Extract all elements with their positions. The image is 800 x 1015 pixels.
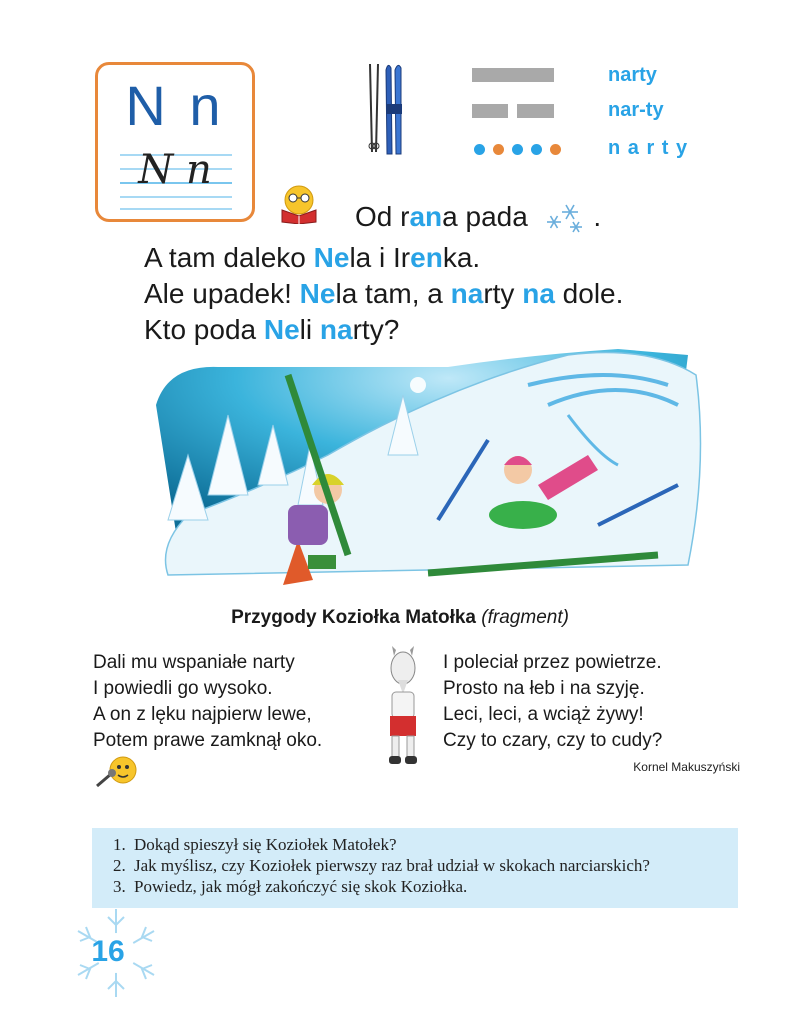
reading-highlight: Ne [299,278,336,309]
poem-author: Kornel Makuszyński [633,760,740,774]
poem-left-stanza [93,650,322,754]
question-item: 2. Jak myślisz, czy Koziołek pierwszy raz brał udział w skokach narciarskich? [130,855,728,876]
word-bar [472,68,554,82]
scheme-syllables: nar-ty [608,99,664,121]
poem-line: Prosto na łeb i na szyję. [443,678,645,699]
reading-segment: rty [483,278,523,309]
dot [474,144,485,155]
poem-title [0,607,800,629]
dot [493,144,504,155]
reading-highlight: na [450,278,484,309]
poem-right-stanza [443,650,662,754]
reading-smiley-icon [276,184,322,224]
poem-line: I poleciał przez powietrze. [443,652,662,673]
reading-highlight: en [410,242,443,273]
question-item: 3. Powiedz, jak mógł zakończyć się skok Koziołka. [130,876,728,897]
reading-highlight: Ne [313,242,350,273]
letter-card [95,62,255,222]
reading-line [144,280,623,308]
reading-segment: a pada [442,201,528,232]
scheme-letters: n a r t y [608,137,689,159]
reading-segment: Kto poda [144,314,264,345]
reading-line [355,202,601,234]
reading-segment: dole. [554,278,624,309]
skis-icon [360,60,412,158]
poem-line: A on z lęku najpierw lewe, [93,704,312,725]
reading-highlight: an [409,201,443,232]
dot [550,144,561,155]
dot [512,144,523,155]
reading-segment: ka. [442,242,481,273]
reading-line [144,316,399,344]
snowflakes-icon [544,202,586,234]
reading-highlight: na [522,278,555,309]
letter-dots [474,142,569,160]
letter-script: N n [138,147,212,193]
reading-segment: li [299,314,320,345]
poem-line: Dali mu wspaniałe narty [93,652,295,673]
questions-list [106,834,728,897]
reading-line [144,244,480,272]
poem-line: Czy to czary, czy to cudy? [443,730,663,751]
reading-segment: rty? [352,314,400,345]
poem-subtitle: (fragment) [481,607,569,628]
poem-title-text: Przygody Koziołka Matołka [231,607,477,628]
microphone-smiley-icon [93,752,141,790]
reading-segment: la i Ir [349,242,411,273]
winter-ski-illustration [148,345,708,585]
poem-line: Potem prawe zamknął oko. [93,730,323,751]
letter-print: N n [125,74,225,137]
reading-highlight: na [319,314,353,345]
syllable-bar-2 [517,104,554,118]
dot [531,144,542,155]
reading-segment: Ale upadek! [144,278,300,309]
reading-segment: A tam daleko [144,242,314,273]
poem-line: Leci, leci, a wciąż żywy! [443,704,644,725]
reading-segment: . [585,201,602,232]
reading-segment: la tam, a [335,278,451,309]
questions-box [92,828,738,908]
page-number: 16 [91,935,125,968]
scheme-word: narty [608,64,657,86]
syllable-bar-1 [472,104,508,118]
koziolek-matolek-figure [378,646,428,766]
reading-highlight: Ne [263,314,300,345]
poem-line: I powiedli go wysoko. [93,678,273,699]
reading-segment: Od r [355,201,410,232]
question-item: 1. Dokąd spieszył się Koziołek Matołek? [130,834,728,855]
